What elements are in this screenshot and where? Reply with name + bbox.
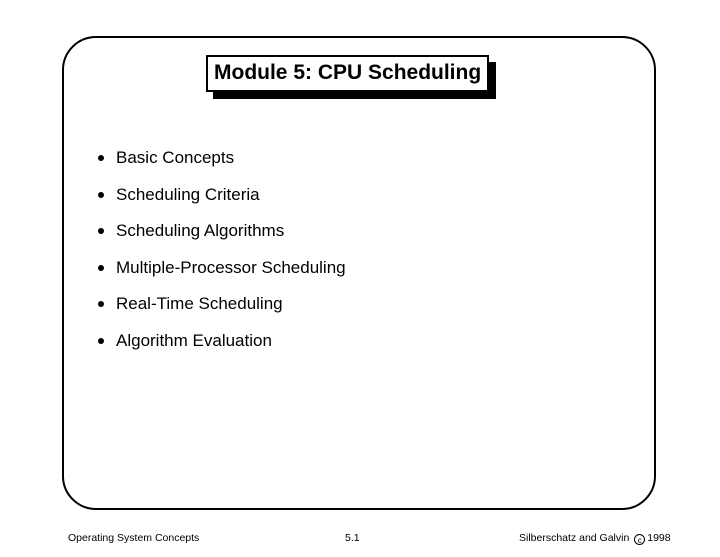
bullet-icon	[98, 228, 104, 234]
list-item	[96, 183, 346, 220]
footer-authors: Silberschatz and Galvin	[519, 532, 630, 544]
list-item-text: Scheduling Algorithms	[116, 221, 285, 241]
footer-copyright	[519, 531, 671, 545]
bullet-icon	[98, 338, 104, 344]
list-item	[96, 256, 346, 293]
footer-book-title: Operating System Concepts	[68, 532, 200, 544]
list-item	[96, 146, 346, 183]
list-item	[96, 219, 346, 256]
list-item	[96, 329, 346, 366]
list-item-text: Scheduling Criteria	[116, 184, 260, 204]
list-item-text: Multiple-Processor Scheduling	[116, 257, 346, 277]
footer-page-number: 5.1	[345, 532, 360, 544]
list-item	[96, 292, 346, 329]
list-item-text: Real-Time Scheduling	[116, 294, 283, 314]
title-container	[206, 55, 489, 92]
list-item-text: Algorithm Evaluation	[116, 330, 272, 350]
bullet-icon	[98, 155, 104, 161]
list-item-text: Basic Concepts	[116, 148, 235, 167]
slide-title: Module 5: CPU Scheduling	[206, 55, 489, 92]
bullet-list	[96, 146, 346, 366]
footer-year: 1998	[647, 532, 671, 544]
copyright-icon: c	[634, 534, 645, 545]
bullet-icon	[98, 301, 104, 307]
bullet-icon	[98, 265, 104, 271]
bullet-icon	[98, 192, 104, 198]
